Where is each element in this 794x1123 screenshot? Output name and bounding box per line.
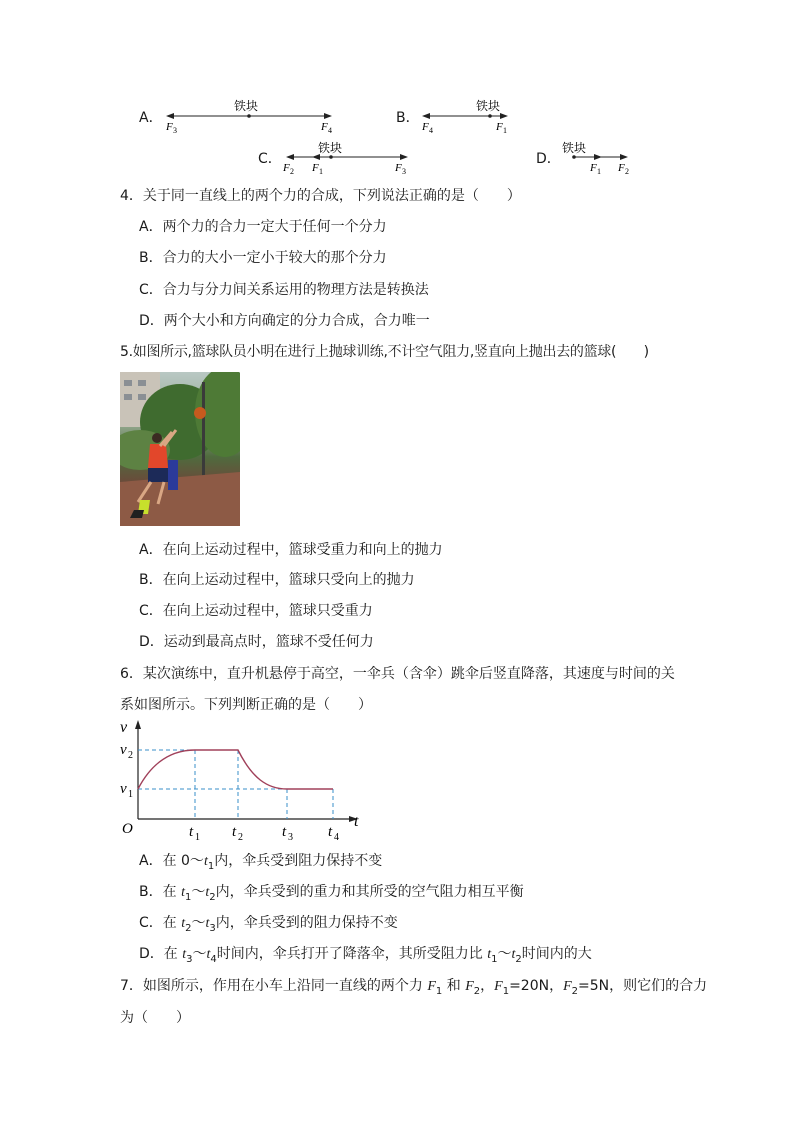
block-label: 铁块 xyxy=(476,99,501,113)
block-label: 铁块 xyxy=(234,99,259,113)
x-axis-label: t xyxy=(354,813,359,830)
x-tick-t1: t xyxy=(189,824,194,840)
option-d: D．运动到最高点时，篮球不受任何力 xyxy=(139,634,374,650)
svg-text:1: 1 xyxy=(503,126,507,135)
question-stem-line-1: 6．某次演练中，直升机悬停于高空，一伞兵（含伞）跳伞后竖直降落，其速度与时间的关 xyxy=(120,666,675,682)
svg-text:1: 1 xyxy=(319,167,323,176)
option-c: C．在向上运动过程中，篮球只受重力 xyxy=(139,603,373,619)
y-tick-v2: v xyxy=(120,742,127,758)
svg-text:F: F xyxy=(590,162,597,174)
question-stem-line-2: 系如图所示。下列判断正确的是（ ） xyxy=(120,697,372,713)
velocity-time-graph xyxy=(112,712,372,847)
svg-text:F: F xyxy=(395,162,402,174)
question-stem-line-1: 7．如图所示，作用在小车上沿同一直线的两个力 $F_1$ 和 $F_2$，$F_1=20N$，$F_2=5N$，则它们的合力 xyxy=(120,978,708,997)
force-diagram-c xyxy=(278,138,418,178)
block-label: 铁块 xyxy=(562,141,587,155)
svg-text:4: 4 xyxy=(328,126,332,135)
y-axis-label: v xyxy=(120,719,128,736)
svg-text:2: 2 xyxy=(128,750,133,761)
option-label: C． xyxy=(258,151,282,167)
guide-lines xyxy=(138,750,333,819)
svg-text:F: F xyxy=(283,162,290,174)
svg-text:1: 1 xyxy=(128,789,133,800)
origin-label: O xyxy=(122,821,133,837)
option-b: B．合力的大小一定小于较大的那个分力 xyxy=(139,250,387,266)
svg-text:2: 2 xyxy=(290,167,294,176)
svg-text:3: 3 xyxy=(288,832,293,843)
basketball-icon xyxy=(194,407,206,419)
svg-text:3: 3 xyxy=(173,126,177,135)
svg-text:2: 2 xyxy=(625,167,629,176)
basketball-scene xyxy=(120,372,240,526)
y-tick-v1: v xyxy=(120,781,127,797)
svg-text:F: F xyxy=(422,121,429,133)
svg-text:4: 4 xyxy=(334,832,339,843)
svg-text:2: 2 xyxy=(238,832,243,843)
velocity-curve xyxy=(138,750,333,789)
question-stem: 5.如图所示,篮球队员小明在进行上抛球训练,不计空气阻力,竖直向上抛出去的篮球( ) xyxy=(120,344,649,360)
svg-text:F: F xyxy=(618,162,625,174)
option-c: C．在 $t_2\sim t_3$内，伞兵受到的阻力保持不变 xyxy=(139,915,398,934)
option-c: C．合力与分力间关系运用的物理方法是转换法 xyxy=(139,282,429,298)
option-a: A．在 $0\sim t_1$内，伞兵受到阻力保持不变 xyxy=(139,853,383,872)
force-diagram-b xyxy=(416,96,516,136)
svg-text:1: 1 xyxy=(597,167,601,176)
force-diagram-a xyxy=(160,96,340,136)
svg-text:4: 4 xyxy=(429,126,433,135)
force-label: F xyxy=(166,121,173,133)
option-label: A． xyxy=(139,110,163,126)
player-head xyxy=(152,433,162,443)
force-diagram-d xyxy=(556,138,636,178)
question-stem: 4．关于同一直线上的两个力的合成，下列说法正确的是（ ） xyxy=(120,188,521,204)
svg-text:F: F xyxy=(496,121,503,133)
x-tick-t2: t xyxy=(232,824,237,840)
option-label: D． xyxy=(536,151,561,167)
svg-text:F: F xyxy=(312,162,319,174)
option-d: D．两个大小和方向确定的分力合成，合力唯一 xyxy=(139,313,430,329)
svg-text:3: 3 xyxy=(402,167,406,176)
basketball-photo xyxy=(120,372,240,526)
svg-text:1: 1 xyxy=(195,832,200,843)
x-tick-t3: t xyxy=(282,824,287,840)
player-shirt xyxy=(148,444,168,468)
option-label: B． xyxy=(396,110,420,126)
question-stem-line-2: 为（ ） xyxy=(120,1010,190,1026)
option-b: B．在 $t_1\sim t_2$内，伞兵受到的重力和其所受的空气阻力相互平衡 xyxy=(139,884,524,903)
force-label: F xyxy=(321,121,328,133)
option-a: A．两个力的合力一定大于任何一个分力 xyxy=(139,219,387,235)
x-tick-t4: t xyxy=(328,824,333,840)
option-a: A．在向上运动过程中，篮球受重力和向上的抛力 xyxy=(139,542,443,558)
block-label: 铁块 xyxy=(318,141,343,155)
option-d: D．在 $t_3\sim t_4$时间内，伞兵打开了降落伞，其所受阻力比 $t_1\sim t_2$时间内的大 xyxy=(139,946,592,965)
option-b: B．在向上运动过程中，篮球只受向上的抛力 xyxy=(139,572,415,588)
